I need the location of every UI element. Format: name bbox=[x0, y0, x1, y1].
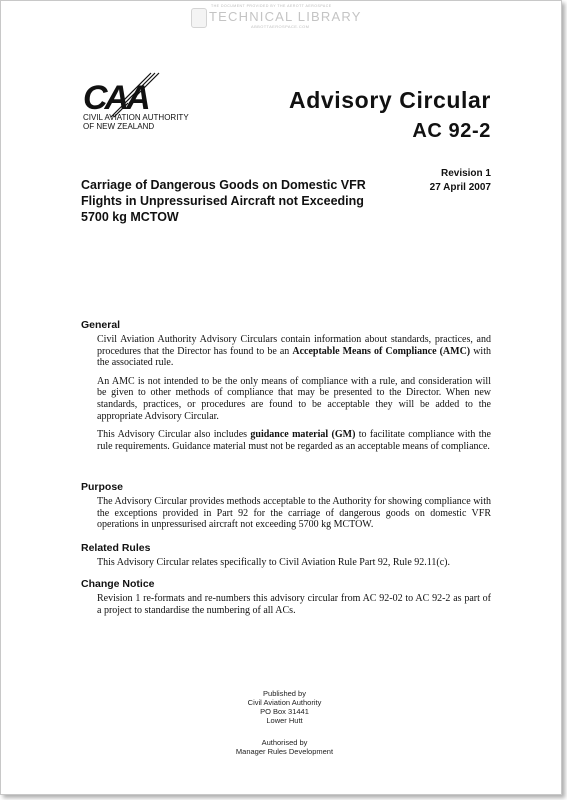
section-general bbox=[81, 319, 491, 459]
document-subject: Carriage of Dangerous Goods on Domestic VFR Flights in Unpressurised Aircraft not Exceeding 5700 kg MCTOW bbox=[81, 178, 366, 224]
authoriser-name: Manager Rules Development bbox=[235, 747, 334, 756]
authorisation-block bbox=[1, 738, 567, 756]
revision-block bbox=[430, 167, 491, 195]
section-change-notice bbox=[81, 578, 491, 623]
publisher-block bbox=[1, 689, 567, 725]
general-paragraph-3: This Advisory Circular also includes guidance material (GM) to facilitate compliance with the rule requirements. Guidance material must not be regarded as an acceptable means of compliance. bbox=[97, 429, 491, 452]
authority-name-line1: CIVIL AVIATION AUTHORITY bbox=[83, 113, 189, 122]
authority-name-line2: OF NEW ZEALAND bbox=[83, 122, 155, 131]
section-heading-change-notice: Change Notice bbox=[81, 578, 155, 590]
section-related-rules bbox=[81, 542, 491, 576]
watermark-title: TECHNICAL LIBRARY bbox=[209, 9, 362, 24]
section-heading-purpose: Purpose bbox=[81, 481, 124, 493]
general-paragraph-2: An AMC is not intended to be the only means of compliance with a rule, and consideration will be given to other methods of compliance that may be presented to the Director. When new standards, practices, or procedures are found to be acceptable they will be added to the appropriate Advisory Circular. bbox=[97, 375, 491, 422]
section-heading-general: General bbox=[81, 319, 121, 331]
general-paragraph-1: Civil Aviation Authority Advisory Circulars contain information about standards, practices, and procedures that the Director has found to be an Acceptable Means of Compliance (AMC) with the associated rule. bbox=[97, 334, 491, 369]
watermark bbox=[191, 4, 361, 34]
related-rules-paragraph: This Advisory Circular relates specifically to Civil Aviation Rule Part 92, Rule 92.11(c). bbox=[97, 557, 450, 568]
revision-date: 27 April 2007 bbox=[429, 182, 491, 193]
purpose-paragraph: The Advisory Circular provides methods acceptable to the Authority for showing compliance with the exceptions provided in Part 92 for the carriage of dangerous goods on domestic VFR operations in unpressurised aircraft not exceeding 5700 kg MCTOW. bbox=[97, 496, 491, 531]
section-purpose bbox=[81, 481, 491, 538]
section-heading-related-rules: Related Rules bbox=[81, 542, 151, 554]
authorised-by-label: Authorised by bbox=[261, 738, 308, 747]
authority-name bbox=[83, 113, 189, 131]
publisher-org: Civil Aviation Authority bbox=[247, 698, 322, 707]
watermark-url: ABBOTTAEROSPACE.COM bbox=[251, 24, 310, 29]
watermark-small-text: THE DOCUMENT PROVIDED BY THE AEROTT AEROSPACE bbox=[211, 4, 332, 8]
published-by-label: Published by bbox=[263, 689, 306, 698]
revision-label: Revision 1 bbox=[440, 168, 491, 179]
document-type-title: Advisory Circular bbox=[289, 87, 491, 113]
publisher-city: Lower Hutt bbox=[266, 716, 303, 725]
caa-logo-letters: CAA bbox=[83, 79, 148, 117]
change-notice-paragraph: Revision 1 re-formats and re-numbers this advisory circular from AC 92-02 to AC 92-2 as part of a project to standardise the numbering of all ACs. bbox=[97, 593, 491, 616]
document-number: AC 92-2 bbox=[412, 120, 491, 142]
publisher-po-box: PO Box 31441 bbox=[260, 707, 309, 716]
watermark-logo-icon bbox=[191, 8, 207, 28]
